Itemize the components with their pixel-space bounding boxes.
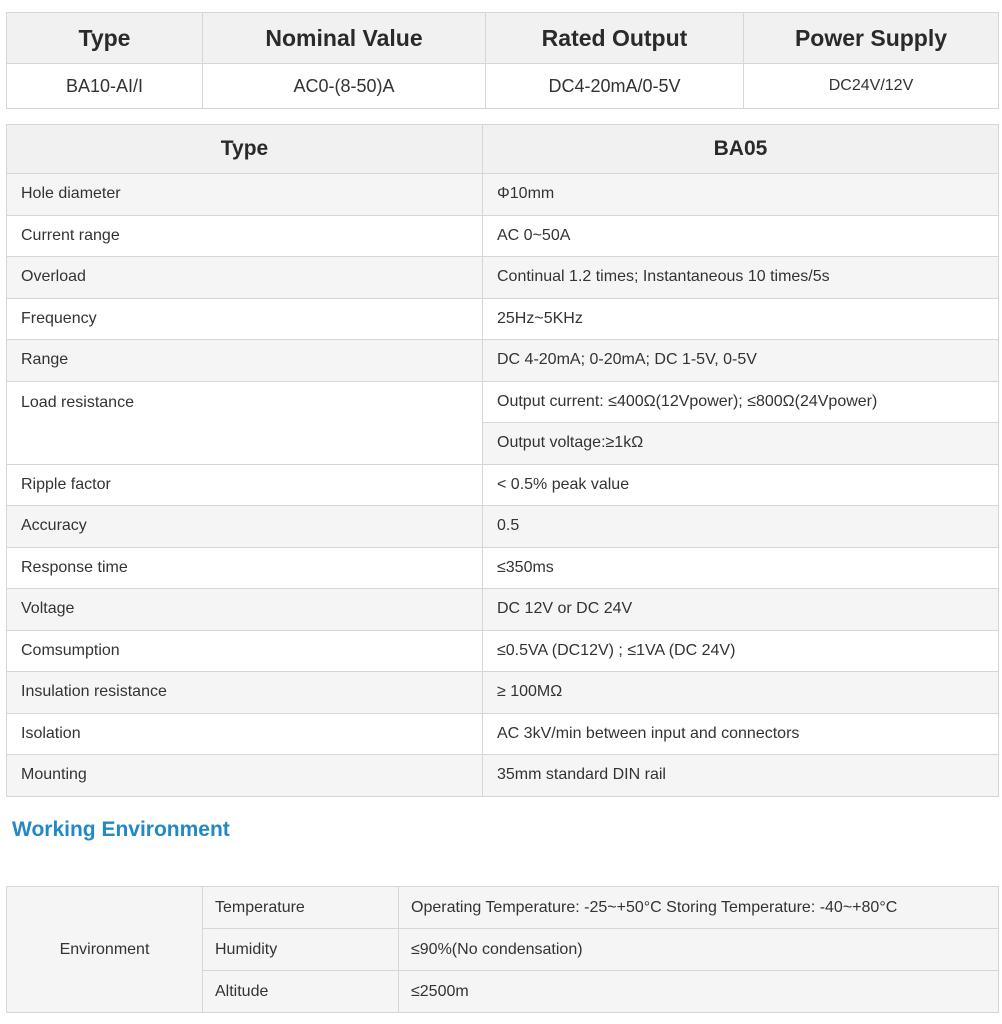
summary-cell-output: DC4-20mA/0-5V xyxy=(486,64,744,109)
spec-label: Comsumption xyxy=(7,630,483,672)
spec-value: Output current: ≤400Ω(12Vpower); ≤800Ω(24Vpower) xyxy=(483,381,999,423)
spec-value: Φ10mm xyxy=(483,174,999,216)
spec-label: Current range xyxy=(7,215,483,257)
spec-value: < 0.5% peak value xyxy=(483,464,999,506)
spec-label: Voltage xyxy=(7,589,483,631)
env-label: Temperature xyxy=(203,887,399,929)
table-row xyxy=(7,215,999,257)
env-value: ≤2500m xyxy=(399,971,999,1013)
summary-header-type: Type xyxy=(7,13,203,64)
environment-group-label: Environment xyxy=(7,887,203,1013)
spec-value: ≤350ms xyxy=(483,547,999,589)
spec-label: Overload xyxy=(7,257,483,299)
summary-table xyxy=(6,12,999,109)
table-row xyxy=(7,547,999,589)
spec-label: Mounting xyxy=(7,755,483,797)
spec-value: AC 3kV/min between input and connectors xyxy=(483,713,999,755)
summary-header-output: Rated Output xyxy=(486,13,744,64)
spec-value: 35mm standard DIN rail xyxy=(483,755,999,797)
summary-header-row xyxy=(7,13,999,64)
table-row xyxy=(7,755,999,797)
spec-label: Load resistance xyxy=(7,381,483,464)
env-value: Operating Temperature: -25~+50°C Storing Temperature: -40~+80°C xyxy=(399,887,999,929)
summary-header-nominal: Nominal Value xyxy=(203,13,486,64)
summary-header-power: Power Supply xyxy=(744,13,999,64)
table-row xyxy=(7,506,999,548)
spec-label: Frequency xyxy=(7,298,483,340)
spec-label: Isolation xyxy=(7,713,483,755)
table-row xyxy=(7,589,999,631)
env-value: ≤90%(No condensation) xyxy=(399,929,999,971)
spec-label: Range xyxy=(7,340,483,382)
table-row xyxy=(7,672,999,714)
summary-cell-power: DC24V/12V xyxy=(744,64,999,109)
spec-value: DC 12V or DC 24V xyxy=(483,589,999,631)
spec-value: Output voltage:≥1kΩ xyxy=(483,423,999,465)
table-row xyxy=(7,630,999,672)
spec-value: ≥ 100MΩ xyxy=(483,672,999,714)
spec-value: ≤0.5VA (DC12V) ; ≤1VA (DC 24V) xyxy=(483,630,999,672)
table-row xyxy=(7,887,999,929)
spec-value: 25Hz~5KHz xyxy=(483,298,999,340)
spec-label: Hole diameter xyxy=(7,174,483,216)
table-row xyxy=(7,381,999,423)
table-row xyxy=(7,174,999,216)
summary-cell-nominal: AC0-(8-50)A xyxy=(203,64,486,109)
spec-header-type: Type xyxy=(7,125,483,174)
summary-data-row xyxy=(7,64,999,109)
spec-header-model: BA05 xyxy=(483,125,999,174)
spec-label: Accuracy xyxy=(7,506,483,548)
table-row xyxy=(7,340,999,382)
spec-table xyxy=(6,124,999,797)
spec-label: Ripple factor xyxy=(7,464,483,506)
environment-table xyxy=(6,886,999,1013)
env-label: Humidity xyxy=(203,929,399,971)
spec-value: 0.5 xyxy=(483,506,999,548)
section-heading: Working Environment xyxy=(12,818,230,841)
spec-value: Continual 1.2 times; Instantaneous 10 times/5s xyxy=(483,257,999,299)
spec-value: DC 4-20mA; 0-20mA; DC 1-5V, 0-5V xyxy=(483,340,999,382)
spec-header-row xyxy=(7,125,999,174)
table-row xyxy=(7,713,999,755)
spec-label: Insulation resistance xyxy=(7,672,483,714)
summary-cell-type: BA10-AI/I xyxy=(7,64,203,109)
spec-value: AC 0~50A xyxy=(483,215,999,257)
table-row xyxy=(7,298,999,340)
spec-label: Response time xyxy=(7,547,483,589)
table-row xyxy=(7,257,999,299)
table-row xyxy=(7,464,999,506)
env-label: Altitude xyxy=(203,971,399,1013)
